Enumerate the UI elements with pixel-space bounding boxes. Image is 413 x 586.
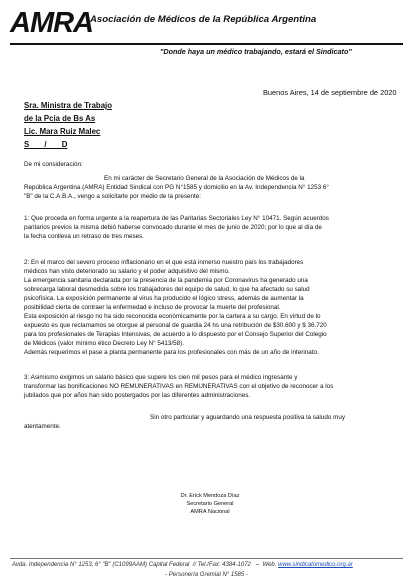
- closing-line: Sin otro particular y aguardando una respuesta positiva la saludo muy: [150, 414, 345, 421]
- point2-line: Esta exposición al riesgo no ha sido reconocida económicamente por la cartera a su cargo. En virtud de lo: [24, 313, 321, 320]
- footer-address: [12, 562, 353, 568]
- addressee-line: de la Pcia de Bs As: [24, 114, 96, 123]
- point3-line: transformar las bonificaciones NO REMUNERATIVAS en REMUNERATIVAS con el objetivo de reconocer a los: [24, 383, 334, 390]
- point2-line: 2: En el marco del severo proceso inflacionario en el que está inmerso nuestro país los trabajadores: [24, 259, 304, 266]
- point2-line: médicos han visto deteriorado su salario y el poder adquisitivo del mismo.: [24, 268, 230, 275]
- point2-line: sobrecarga laboral desmedida sobre los trabajadores del equipo de salud, lo que ha afectado su salud: [24, 286, 310, 293]
- point2-line: Además requerimos el pase a planta permanente para los profesionales con más de un año de interinato.: [24, 349, 319, 356]
- signature-org: AMRA Nacional: [190, 509, 230, 515]
- header-rule: [10, 43, 403, 45]
- point1-line: paritarios previos la misma debió haberse convocado durante el mes de junio de 2020; por lo que al día de: [24, 224, 322, 231]
- point2-line: psicofísica. La exposición permanente al virus ha producido el lógico stress, además de aumentar la: [24, 295, 304, 302]
- intro-line: "B" de la C.A.B.A., vengo a solicitarle por medio de la presente:: [24, 193, 202, 200]
- amra-logo: AMRA: [10, 7, 93, 39]
- addressee-line: Lic. Mara Ruiz Malec: [24, 127, 101, 136]
- footer-rule: [10, 558, 403, 559]
- slogan: "Donde haya un médico trabajando, estará el Sindicato": [160, 47, 352, 56]
- intro-line: En mi carácter de Secretario General de la Asociación de Médicos de la: [104, 175, 305, 182]
- signature-name: Dr. Erick Mendoza Díaz: [180, 493, 240, 499]
- point3-line: 3: Asimismo exigimos un salario básico que supere los cien mil pesos para el médico ingresante y: [24, 374, 298, 381]
- point2-line: expuesto es que reclamamos se otorgue al personal de guardia 24 hs una retribución de $30.600 y $ 36.720: [24, 322, 327, 329]
- addressee-line: S / D: [24, 140, 68, 149]
- organization-name: Asociación de Médicos de la República Argentina: [90, 14, 317, 25]
- point2-line: de Médicos (valor mínimo ético Decreto Ley N° 5413/58).: [24, 340, 185, 347]
- footer-registration: - Personería Gremial N° 1585 -: [165, 572, 248, 578]
- point1-line: la fecha conlleva un retraso de tres meses.: [24, 233, 145, 240]
- point2-line: posibilidad cierta de contraer la enfermedad e incluso de provocar la muerte del profesional.: [24, 304, 281, 311]
- signature-title: Secretario General: [186, 501, 234, 507]
- point2-line: La emergencia sanitaria declarada por la presencia de la pandemia por Coronavirus ha generado una: [24, 277, 308, 284]
- date-line: Buenos Aires, 14 de septiembre de 2020: [263, 88, 397, 97]
- point1-line: 1: Que proceda en forma urgente a la reapertura de las Paritarias Sectoriales Ley N° 10471. Según acuerdos: [24, 215, 329, 222]
- addressee-line: Sra. Ministra de Trabajo: [24, 101, 112, 110]
- website-link[interactable]: www.sindicatomedico.org.ar: [278, 562, 353, 568]
- closing-line: atentamente.: [24, 423, 61, 430]
- point2-line: para los profesionales de Terapias Intensivas, de acuerdo a lo dispuesto por el Consejo Superior del Colegio: [24, 331, 327, 338]
- point3-line: jubilados que por años han sido postergados por las diferentes administraciones.: [24, 392, 251, 399]
- intro-line: República Argentina (AMRA) Entidad Sindical con PG N°1585 y domicilio en la Av. Independencia N° 1253 6°: [24, 184, 329, 191]
- footer-address-text: Avda. Independencia N° 1253, 6° "B" (C1099AAM) Capital Federal // Tel./Fax: 4384-1072 – Web.: [12, 562, 279, 568]
- salutation: De mi consideración:: [24, 161, 83, 168]
